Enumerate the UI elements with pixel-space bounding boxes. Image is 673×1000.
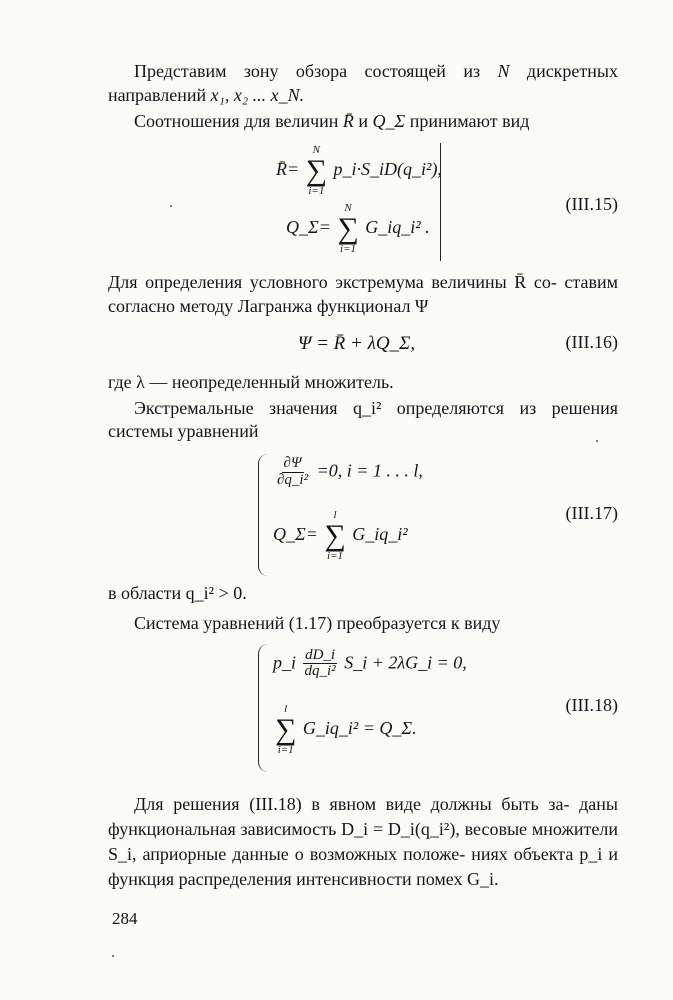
intro-line1-end: дискретных <box>526 61 619 81</box>
sum-upper: N <box>312 144 321 157</box>
derivative-fraction <box>303 648 338 681</box>
solution-line3: множители S_i, априорные данные о возможных положе- <box>108 818 618 864</box>
var-N: N <box>497 61 510 81</box>
var-R: R̄ <box>342 110 354 131</box>
equation-III-16 <box>108 323 618 369</box>
sum-lower: i=1 <box>277 743 294 756</box>
left-brace <box>258 454 269 576</box>
direction-vars: x₁, x₂ ... x_N. <box>210 84 305 105</box>
left-brace <box>258 644 269 772</box>
eq15-lhs2: Q_Σ= <box>286 217 331 238</box>
sum-symbol: l ∑ i=1 <box>324 509 346 562</box>
right-brace <box>430 143 441 261</box>
paragraph-relations <box>108 110 618 134</box>
eq15-lhs1: R̄= <box>276 159 300 180</box>
eq17-line2 <box>273 510 408 562</box>
eq17-lhs: Q_Σ= <box>273 524 318 545</box>
lagrange-line1: Для определения условного экстремума величины R̄ со- <box>108 272 557 293</box>
equation-III-18 <box>108 644 618 778</box>
equation-number: (III.18) <box>565 694 618 715</box>
partial-fraction <box>275 456 310 489</box>
eq18-post: S_i + 2λG_i = 0, <box>344 651 467 672</box>
intro-line2: направлений <box>108 84 207 105</box>
eq18-pre: p_i <box>273 651 297 672</box>
eq16-text: Ψ = R̄ + λQ_Σ, <box>298 332 416 354</box>
frac-numerator: dD_i <box>305 646 336 663</box>
paragraph-solution <box>108 792 618 893</box>
solution-line4: ниях объекта p_i и функция распределения интенсивности <box>108 843 618 890</box>
eq18-line2-text: G_iq_i² = Q_Σ. <box>302 717 417 738</box>
solution-line1: Для решения (III.18) в явном виде должны быть за- <box>134 793 570 814</box>
speck <box>596 440 598 442</box>
sum-lower: i=1 <box>340 243 357 256</box>
sum-symbol: N ∑ i=1 <box>305 144 328 198</box>
relations-start: Соотношения для величин <box>134 110 339 131</box>
sum-symbol: l ∑ i=1 <box>275 702 297 756</box>
sum-upper: l <box>333 509 337 521</box>
equation-number: (III.15) <box>565 194 618 215</box>
paragraph-lambda <box>108 371 618 395</box>
paragraph-transform <box>108 612 618 636</box>
equation-number: (III.16) <box>565 331 618 352</box>
eq15-line2 <box>286 203 430 255</box>
transform-text: Система уравнений (1.17) преобразуется к виду <box>134 612 501 633</box>
sum-symbol: N ∑ i=1 <box>337 202 359 256</box>
eq15-rhs1: p_i·S_iD(q_i²), <box>333 159 442 180</box>
paragraph-intro <box>108 60 618 108</box>
intro-line1: Представим зону обзора состоящей из <box>134 61 481 81</box>
sum-lower: i=1 <box>327 550 344 562</box>
relations-and: и <box>358 110 369 131</box>
paragraph-domain <box>108 582 618 606</box>
frac-denominator: ∂q_i² <box>277 471 309 488</box>
relations-end: принимают вид <box>409 110 530 131</box>
lagrange-line2: ставим согласно методу Лагранжа функционал Ψ <box>108 272 619 316</box>
sum-upper: N <box>344 202 352 215</box>
page-number: 284 <box>112 909 138 928</box>
eq18-line2 <box>273 704 417 756</box>
domain-text: в области q_i² > 0. <box>108 583 247 603</box>
solution-line2: даны функциональная зависимость D_i = D_i(q_i²), весовые <box>108 793 618 839</box>
frac-denominator: dq_i² <box>304 663 336 680</box>
eq17-rhs: G_iq_i² <box>352 524 408 545</box>
eq17-condition: =0, i = 1 . . . l, <box>316 460 423 481</box>
var-Q: Q_Σ <box>372 110 406 131</box>
sum-upper: l <box>284 702 288 715</box>
paragraph-lagrange <box>108 271 618 319</box>
speck <box>112 955 114 957</box>
extremal-line1: Экстремальные значения q_i² определяются из решения <box>134 397 618 418</box>
eq15-rhs2: G_iq_i² . <box>365 217 430 238</box>
speck <box>170 205 172 207</box>
frac-numerator: ∂Ψ <box>283 455 302 471</box>
lambda-text: где λ — неопределенный множитель. <box>108 371 394 392</box>
extremal-line2: системы уравнений <box>108 421 259 442</box>
sum-lower: i=1 <box>308 185 325 198</box>
equation-III-17 <box>108 452 618 582</box>
eq16-body <box>298 331 415 356</box>
eq18-line1 <box>273 648 467 681</box>
equation-number: (III.17) <box>565 503 618 523</box>
eq15-line1 <box>276 145 442 197</box>
paragraph-extremal <box>108 397 618 445</box>
eq17-line1 <box>273 456 423 489</box>
equation-III-15 <box>108 139 618 267</box>
page-body <box>108 60 618 892</box>
solution-line5: помех G_i. <box>416 869 499 890</box>
